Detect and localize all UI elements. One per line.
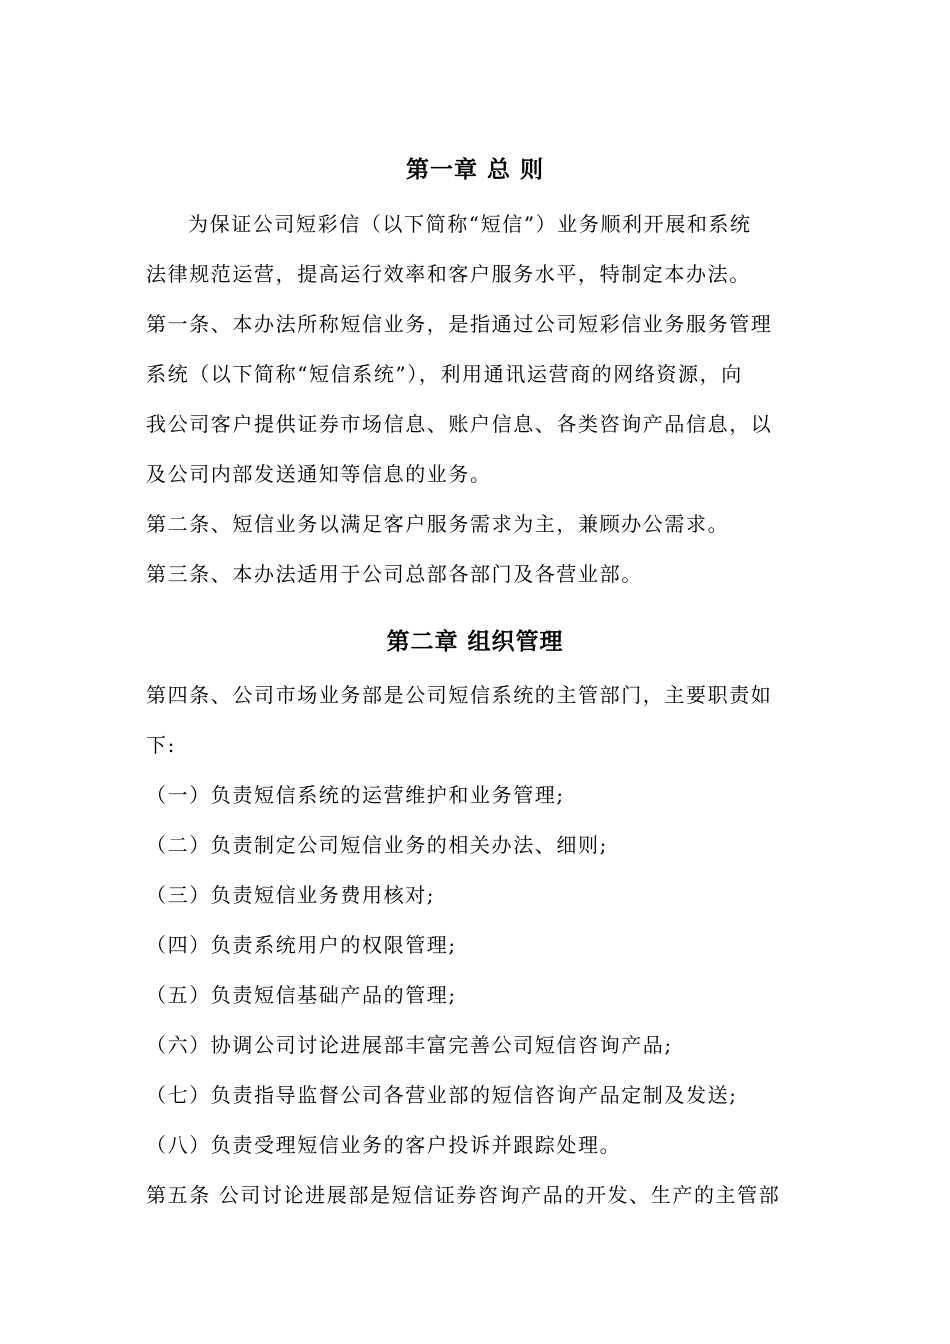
chapter-1-paragraph-line: 法律规范运营，提高运行效率和客户服务水平，特制定本办法。 xyxy=(146,262,751,286)
article-5-line: 第五条 公司讨论进展部是短信证券咨询产品的开发、生产的主管部 xyxy=(146,1183,781,1207)
duty-list-item: （二）负责制定公司短信业务的相关办法、细则; xyxy=(146,833,608,857)
duty-list-item: （三）负责短信业务费用核对; xyxy=(146,883,436,907)
duty-list-item: （一）负责短信系统的运营维护和业务管理; xyxy=(146,783,565,807)
article-1-line: 系统（以下简称“短信系统”），利用通讯运营商的网络资源，向 xyxy=(146,362,743,386)
chapter-1-title: 第一章 总 则 xyxy=(405,157,544,183)
chapter-2-title: 第二章 组织管理 xyxy=(386,629,564,655)
duty-list-item: （八）负责受理短信业务的客户投诉并跟踪处理。 xyxy=(146,1133,622,1157)
duty-list-item: （七）负责指导监督公司各营业部的短信咨询产品定制及发送; xyxy=(146,1083,738,1107)
duty-list-item: （四）负责系统用户的权限管理; xyxy=(146,933,457,957)
article-2-line: 第二条、短信业务以满足客户服务需求为主，兼顾办公需求。 xyxy=(146,512,730,536)
article-3-line: 第三条、本办法适用于公司总部各部门及各营业部。 xyxy=(146,562,643,586)
article-1-line: 及公司内部发送通知等信息的业务。 xyxy=(146,462,492,486)
article-4-line: 下: xyxy=(146,733,176,757)
article-1-line: 我公司客户提供证券市场信息、账户信息、各类咨询产品信息，以 xyxy=(146,412,773,436)
article-4-line: 第四条、公司市场业务部是公司短信系统的主管部门，主要职责如 xyxy=(146,683,773,707)
article-1-line: 第一条、本办法所称短信业务，是指通过公司短彩信业务服务管理 xyxy=(146,312,773,336)
duty-list-item: （五）负责短信基础产品的管理; xyxy=(146,983,457,1007)
chapter-1-paragraph-line: 为保证公司短彩信（以下简称“短信”）业务顺利开展和系统 xyxy=(188,212,752,236)
duty-list-item: （六）协调公司讨论进展部丰富完善公司短信咨询产品; xyxy=(146,1033,673,1057)
